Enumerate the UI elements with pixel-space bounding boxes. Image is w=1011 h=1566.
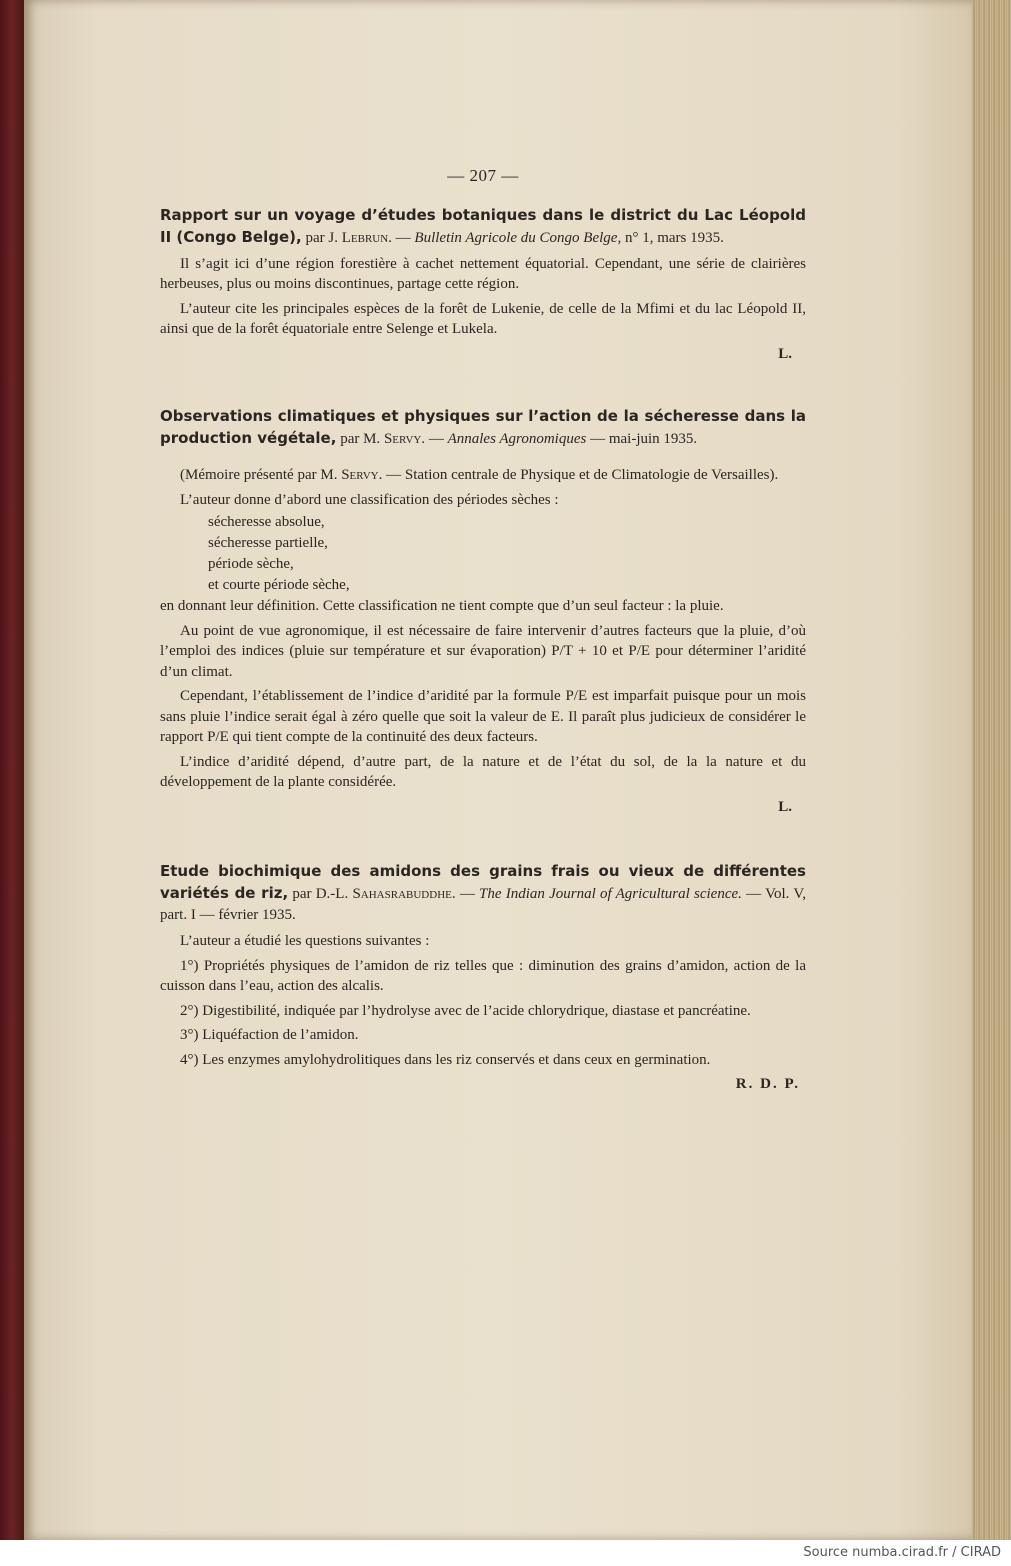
article-2-paragraph: Au point de vue agronomique, il est nécessaire de faire intervenir d’autres facteurs que la pluie, d’où l’emploi des indices (pluie sur température et sur évaporation) P/T + 10 et P/E pour déterminer l’aridité d’un climat.: [160, 622, 806, 680]
source-credit: Source numba.cirad.fr / CIRAD: [803, 1545, 1001, 1560]
article-2-source: Annales Agronomiques: [447, 431, 587, 447]
page-text: [160, 166, 806, 1095]
article-1-paragraph: L’auteur cite les principales espèces de la forêt de Lukenie, de celle de la Mfimi et du lac Léopold II, ainsi que de la forêt équatoriale entre Selenge et Lukela.: [160, 300, 806, 337]
article-3-paragraph: 4°) Les enzymes amylohydrolitiques dans les riz conservés et dans ceux en germination.: [180, 1051, 711, 1068]
article-3-initials: R. D. P.: [735, 1076, 800, 1092]
article-3-paragraph: 2°) Digestibilité, indiquée par l’hydrolyse avec de l’acide chlorydrique, diastase et pancréatine.: [180, 1002, 751, 1019]
article-2-paragraph: Cependant, l’établissement de l’indice d’aridité par la formule P/E est imparfait puisque pour un mois sans pluie l’indice serait égal à zéro quelle que soit la valeur de E. Il paraît plus judicieux de considérer le rapport P/E qui tient compte de la continuité des deux facteurs.: [160, 688, 806, 745]
list-item: et courte période sèche,: [208, 577, 350, 593]
article-2-paragraph: en donnant leur définition. Cette classification ne tient compte que d’un seul facteur : la pluie.: [160, 598, 724, 614]
article-1-heading: [160, 205, 806, 249]
article-3-heading: [160, 861, 806, 926]
article-1-author: Lebrun.: [341, 229, 392, 246]
article-3-paragraph: 3°) Liquéfaction de l’amidon.: [180, 1027, 359, 1043]
article-3-paragraph: 1°) Propriétés physiques de l’amidon de riz telles que : diminution des grains d’amidon, action de la cuisson dans l’eau, action des alcalis.: [160, 957, 806, 994]
spacer: [160, 817, 806, 861]
article-2-heading: [160, 406, 806, 450]
list-item: période sèche,: [208, 556, 294, 572]
article-2-dash: —: [428, 431, 444, 447]
dry-period-list: [160, 512, 806, 596]
article-2: [160, 406, 806, 817]
list-item: sécheresse absolue,: [208, 514, 325, 530]
book-spine: [0, 0, 24, 1540]
article-2-memo-rest: — Station centrale de Physique et de Climatologie de Versailles).: [386, 467, 779, 483]
article-3-dash: —: [459, 886, 475, 902]
article-2-memo-author: Servy.: [341, 467, 383, 483]
article-1-details: n° 1, mars 1935.: [624, 229, 724, 246]
article-3-title: Etude biochimique des amidons des grains frais ou vieux de différentes variétés de riz,: [160, 862, 806, 902]
article-2-intro: L’auteur donne d’abord une classification des périodes sèches :: [180, 491, 559, 508]
spacer: [160, 364, 806, 406]
article-3-author: Sahasrabuddhe.: [352, 886, 456, 902]
article-2-author: Servy.: [383, 431, 426, 447]
article-1-by: par J.: [305, 229, 338, 246]
article-2-paragraph: L’indice d’aridité dépend, d’autre part, de la nature et de l’état du sol, de la la nature et du développement de la plante considérée.: [160, 753, 806, 790]
article-2-memo-prefix: (Mémoire présenté par M.: [180, 467, 338, 483]
article-2-title: Observations climatiques et physiques sur l’action de la sécheresse dans la production végétale,: [160, 407, 806, 447]
article-1: [160, 205, 806, 365]
article-3-by: par D.-L.: [292, 886, 349, 902]
article-2-details: — mai-juin 1935.: [590, 431, 698, 447]
article-1-paragraph: Il s’agit ici d’une région forestière à cachet nettement équatorial. Cependant, une série de clairières herbeuses, plus ou moins discontinues, partage cette région.: [160, 255, 806, 292]
list-item: sécheresse partielle,: [208, 535, 328, 551]
article-2-by: par M.: [340, 431, 381, 447]
article-1-title: Rapport sur un voyage d’études botaniques dans le district du Lac Léopold II (Congo Belge),: [160, 205, 806, 246]
article-2-memo: [160, 465, 806, 486]
article-1-initials: L.: [778, 345, 792, 362]
article-3: [160, 861, 806, 1095]
page-number: — 207 —: [447, 166, 519, 185]
article-3-details: — Vol. V, part. I — février 1935.: [160, 886, 806, 923]
page: [24, 0, 972, 1540]
article-3-source: The Indian Journal of Agricultural science.: [479, 886, 742, 902]
article-2-initials: L.: [778, 798, 792, 815]
article-1-dash: —: [395, 229, 411, 246]
source-footer: [0, 1540, 1011, 1566]
article-3-paragraph: L’auteur a étudié les questions suivantes :: [180, 933, 430, 949]
article-1-source: Bulletin Agricole du Congo Belge,: [414, 229, 622, 246]
